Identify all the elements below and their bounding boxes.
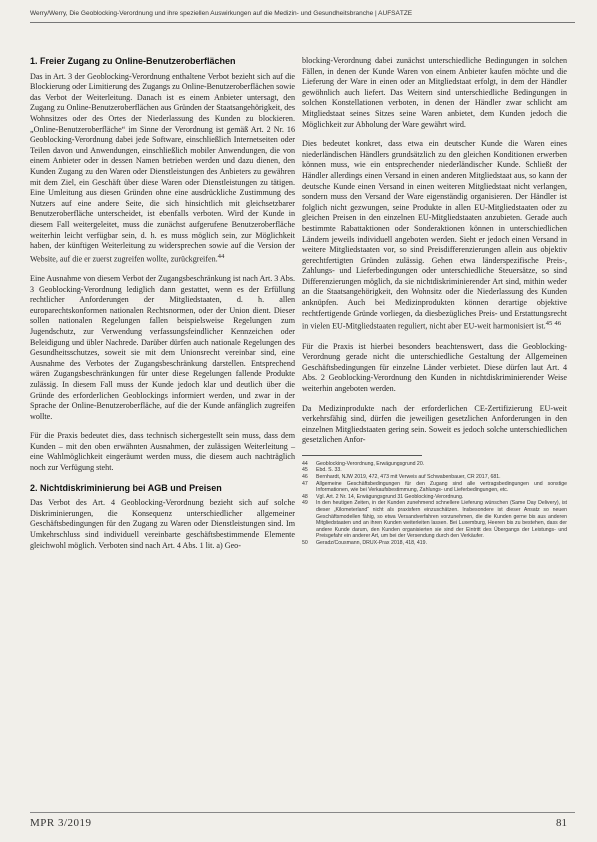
footnote-text: Bernhardt, NJW 2019, 472, 473 mit Verweis auf Schwabenbauer, CR 2017, 681. <box>316 474 501 481</box>
footnote <box>302 494 567 501</box>
footnote-text: Ebd. S. 33. <box>316 467 342 474</box>
section-heading-1: 1. Freier Zugang zu Online-Benutzeroberflächen <box>30 56 236 66</box>
page-number: 81 <box>556 817 567 829</box>
header-divider <box>30 22 575 23</box>
footnote-text: Geoblocking-Verordnung, Erwägungsgrund 20. <box>316 460 425 467</box>
right-paragraph-1: blocking-Verordnung dabei zunächst unterschiedliche Bedingungen in solchen Fällen, in denen der Kunde Waren von einem Anbieter kaufen möchte und die Lieferung der Ware in einen oder an Mitgliedstaat erfolgt, in dem der Händler gewöhnlich auch liefert. Das Weitern sind unterschiedliche Bedingungen in solchen Konstellationen verboten, in denen der Händler zwar schlicht am Mitgliedstaat seines Sitzes seine Waren anbietet, dem Kunden jedoch die Möglichkeit zur Abholung der Ware gewährt wird. <box>302 56 567 129</box>
footnote-number: 48 <box>302 493 308 500</box>
left-paragraph-2: Eine Ausnahme von diesem Verbot der Zugangsbeschränkung ist nach Art. 3 Abs. 3 Geoblocking-Verordnung lediglich dann gestattet, wenn es der Erfüllung rechtlicher Anforderungen der Mitgliedstaaten, d. h. allen europarechtskonformen nationalen Rechtsnormen, oder der Union dient. Dieser sollen nationalen Regelungen fallen beispielsweise Regelungen zum Jugendschutz, zur Verwendung verfassungsfeindlicher Kennzeichen oder Beleidigung und übler Nachrede. Darüber dürfen auch nationale Regelungen des Gesundheitsschutzes, soweit sie mit dem Unionsrecht vereinbar sind, eine Ausnahme des Verbotes der Zugangsbeschränkung darstellen. Entsprechend wären Zugangsbeschränkungen für unter diese Regelungen fallende Produkte zulässig. In diesem Fall muss der Kunde jedoch klar und deutlich über die Gründe des erforderlichen Geoblockings informiert werden, und zwar in der Sprache der Online-Benutzeroberfläche, auf die der Kunde anfänglich zugreifen wollte. <box>30 273 295 421</box>
footnote-number: 50 <box>302 540 308 546</box>
left-column <box>30 56 295 560</box>
footnote-ref: 45 <box>545 320 553 328</box>
right-paragraph-2 <box>302 139 567 332</box>
footer-divider <box>30 812 575 813</box>
footnote-number: 45 <box>302 467 308 474</box>
footnote <box>302 500 567 540</box>
right-paragraph-4: Da Medizinprodukte nach der erforderlichen CE-Zertifizierung EU-weit verkehrsfähig sind, dürfen die jeweiligen gesetzlichen Anforderungen in den einzelnen Mitgliedstaaten gering sein. Soweit es jedoch solche unterschiedlichen gesetzlichen Anfor- <box>302 403 567 445</box>
footnote-number: 49 <box>302 500 308 507</box>
footnote-text: Allgemeine Geschäftsbedingungen für den Zugang sind alle vertragsbedingungen und sonstige Informationen, wie bei Verkaufsbestimmung, Zahlungs- und Lieferbedingungen, etc. <box>316 480 567 494</box>
right-column <box>302 56 567 547</box>
footnote-number: 44 <box>302 460 308 467</box>
section-heading-2: 2. Nichtdiskriminierung bei AGB und Preisen <box>30 482 222 493</box>
footnote-text: In den heutigen Zeiten, in der Kunden zunehmend schnellere Lieferung wünschen (Same Day Delivery), ist dieser „Kilometerland“ nicht als praxisfern einzuschätzen. Insbesondere ist dieser Ansatz so neuen Geschäftsmodellen fähig, so etwa Versandverfahren vorzunehmen, die die Kunden gerne bis aus anderen Mitgliedstaaten und an ihren Kunden weiterleiten lassen. Bei Luxemburg, Heeren bis zu bestehen, dass der andere Kunde darum, den Kunden organisierten sie sind der Eintritt des Übergangs der Leistungs- und Preisgefahr ein anderer Art, um bei der Versendung durch den Verkäufer. <box>316 500 567 540</box>
running-head: Werry/Werry, Die Geoblocking-Verordnung und ihre speziellen Auswirkungen auf die Medizin- und Gesundheitsbranche | AUFSÄTZE <box>30 10 413 17</box>
paragraph-text: Das in Art. 3 der Geoblocking-Verordnung enthaltene Verbot bezieht sich auf die Blockierung oder Limitierung des Zugangs zu Online-Benutzeroberflächen sowie das Verbot der Weiterleitung. Danach ist es einem Anbieter untersagt, den Zugang zu Online-Benutzeroberflächen aus Gründen der Staatsangehörigkeit, des Wohnsitzes oder des Ortes der Niederlassung des Kunden zu blockieren. „Online-Benutzeroberfläche“ im Sinne der Verordnung ist gemäß Art. 2 Nr. 16 Geoblocking-Verordnung dabei jede Software, einschließlich Internetseiten oder Teilen davon und Anwendungen, einschließlich mobiler Anwendungen, die von einem Anbieter oder in dessen Namen betrieben werden und dazu dienen, den Kunden Zugang zu den Waren oder Dienstleistungen des Anbieters zu gewähren mit dem Ziel, ein Geschäft über diese Waren oder Dienstleistungen zu tätigen. Eine Umleitung aus diesen Gründen ohne eine ausdrückliche Zustimmung des Nutzers auf eine andere Seite, die sich hinsichtlich mit gleichsetzbarer Benutzeroberfläche unterscheidet, ist ebenfalls verboten. Wird der Kunde in diesem Fall weitergeleitet, muss die zunächst aufgerufene Benutzeroberfläche weiterhin leicht verfügbar sein, d. h. es muss möglich sein, zur Möglichkeit haben, der künftigen Weiterleitung zu widersprechen sowie auf die Version der Website, auf die er zuerst zugreifen wollte, zurückgreifen. <box>30 71 295 264</box>
journal-issue: MPR 3/2019 <box>30 817 92 829</box>
footnote-ref: 46 <box>554 320 562 328</box>
footnote-text: Vgl. Art. 2 Nr. 14, Erwägungsgrund 31 Geoblocking-Verordnung. <box>316 493 464 500</box>
footnote-number: 46 <box>302 474 308 481</box>
footnote <box>302 467 567 474</box>
left-paragraph-4: Das Verbot des Art. 4 Geoblocking-Verordnung bezieht sich auf solche Diskriminierungen, die Konsequenz unterschiedlicher allgemeiner Geschäftsbedingungen für den Zugang zu Waren oder Dienstleistungen sind. Im Umkehrschluss sind individuell vereinbarte geschäftsbestimmende Elemente gleichwohl möglich. Verboten sind nach Art. 4 Abs. 1 lit. a) Geo- <box>30 498 295 550</box>
footnote-divider <box>302 455 422 456</box>
footnote <box>302 540 567 547</box>
footnotes <box>302 461 567 547</box>
footnote-number: 47 <box>302 480 308 487</box>
footnote <box>302 461 567 468</box>
paragraph-text: Dies bedeutet konkret, dass etwa ein deutscher Kunde die Waren eines niederländischen Händlers grundsätzlich zu den gleichen Konditionen erwerben können muss, wie ein entsprechender niederländischer Kunde. Schließt der Händler allerdings einen Versand in einen anderen Mitgliedstaat aus, so kann der deutsche Kunde einen Versand in einen weiteren Mitgliedstaat nicht verlangen, sondern muss den Versand der Ware eigenständig organisieren. Der Händler ist folglich nicht gezwungen, seine Produkte in allen EU-Mitgliedstaaten oder zu gleichen Preisen in den einzelnen EU-Mitgliedstaaten anzubieten. Gerade auch bestimmte Rabattaktionen oder Sonderaktionen können in unterschiedlichen Ländern jeweils individuell angeboten werden. Sieht er jedoch einen Versand in weitere Mitgliedstaaten vor, so sind Preisdifferenzierungen allein aus objektiv gerechtfertigten Gründen zulässig. Gehen etwa länderspezifische Preis-, Zahlungs- und Lieferbedingungen oder unterschiedliche Steuersätze, so sind Differenzierungen möglich, da sie nichtdiskriminierender Art sind, mithin weder an die Staatsangehörigkeit, den Wohnsitz oder die Niederlassung des Kunden anknüpfen. Auch bei Medizinprodukten können derartige objektive rechtfertigende Gründe vorliegen, da diesbezügliches Preis- und Erstattungsrecht in vielen EU-Mitgliedstaaten reguliert, nicht aber EU-weit harmonisiert ist. <box>302 139 567 331</box>
left-paragraph-1 <box>30 72 295 265</box>
left-paragraph-3: Für die Praxis bedeutet dies, dass technisch sichergestellt sein muss, dass dem Kunden – mit den oben erwähnten Ausnahmen, der zulässigen Weiterleitung – eine Wahlmöglichkeit eingeräumt werden muss, die diesem auch nachträglich noch zur Verfügung steht. <box>30 431 295 473</box>
footnote-text: Geradz/Cousmann, DRUX-Prax 2018, 418, 419. <box>316 540 428 546</box>
right-paragraph-3: Für die Praxis ist hierbei besonders beachtenswert, dass die Geoblocking-Verordnung gerade nicht die unterschiedliche Gestaltung der Allgemeinen Geschäftsbedingungen für einzelne Länder verbietet. Diese dürfen laut Art. 4 Abs. 2 Geoblocking-Verordnung den Kunden in nichtdiskriminierender Weise weiterhin angeboten werden. <box>302 341 567 393</box>
footnote <box>302 474 567 481</box>
footnote-ref: 44 <box>217 252 225 260</box>
footnote <box>302 481 567 494</box>
